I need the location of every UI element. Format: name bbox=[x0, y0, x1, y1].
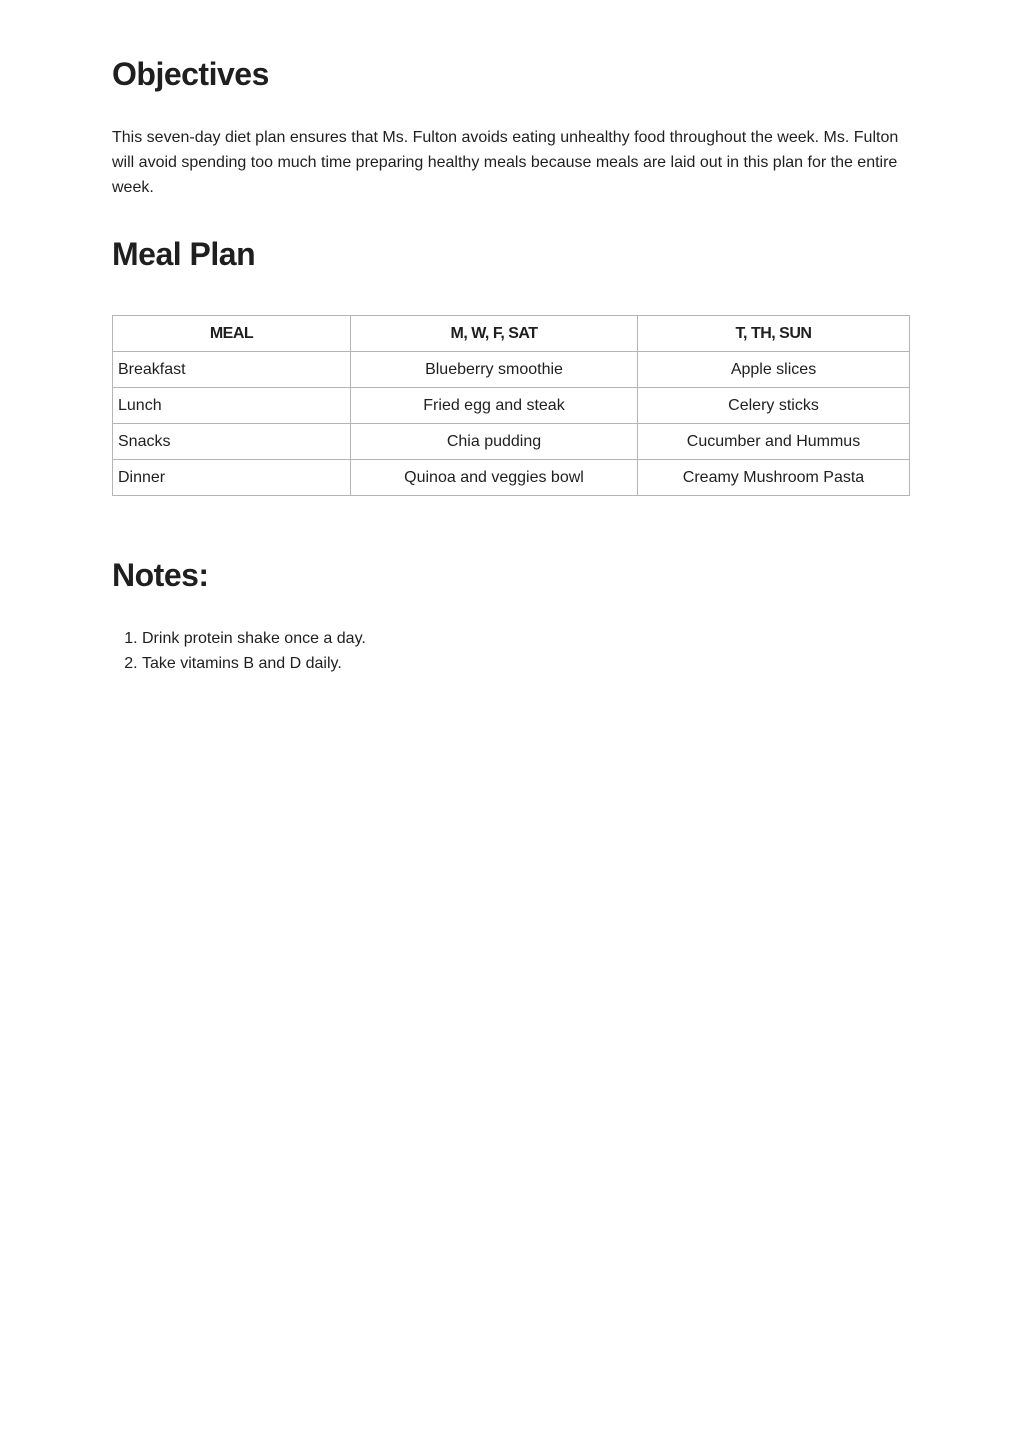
table-row bbox=[113, 424, 910, 460]
table-cell: Breakfast bbox=[113, 352, 351, 388]
table-cell: Apple slices bbox=[638, 352, 910, 388]
column-header: M, W, F, SAT bbox=[351, 316, 638, 352]
notes-list bbox=[112, 626, 366, 676]
table-cell: Celery sticks bbox=[638, 388, 910, 424]
table-cell: Snacks bbox=[113, 424, 351, 460]
table-cell: Fried egg and steak bbox=[351, 388, 638, 424]
objectives-text: This seven-day diet plan ensures that Ms. Fulton avoids eating unhealthy food throughout the week. Ms. Fulton will avoid spending too much time preparing healthy meals because meals are laid out in this plan for the entire week. bbox=[112, 129, 899, 196]
column-header: T, TH, SUN bbox=[638, 316, 910, 352]
table-row bbox=[113, 388, 910, 424]
list-item: 2. Take vitamins B and D daily. bbox=[142, 651, 366, 676]
notes-heading: Notes: bbox=[112, 557, 209, 593]
table-cell: Dinner bbox=[113, 460, 351, 496]
meal-plan-heading: Meal Plan bbox=[112, 236, 256, 272]
table-cell: Lunch bbox=[113, 388, 351, 424]
list-item: 1. Drink protein shake once a day. bbox=[142, 626, 366, 651]
table-cell: Cucumber and Hummus bbox=[638, 424, 910, 460]
table-header-row bbox=[113, 316, 910, 352]
table-row bbox=[113, 352, 910, 388]
objectives-heading: Objectives bbox=[112, 56, 269, 92]
table-cell: Chia pudding bbox=[351, 424, 638, 460]
table-cell: Blueberry smoothie bbox=[351, 352, 638, 388]
table-cell: Creamy Mushroom Pasta bbox=[638, 460, 910, 496]
table-cell: Quinoa and veggies bowl bbox=[351, 460, 638, 496]
meal-plan-table bbox=[112, 315, 910, 496]
column-header: MEAL bbox=[113, 316, 351, 352]
table-row bbox=[113, 460, 910, 496]
